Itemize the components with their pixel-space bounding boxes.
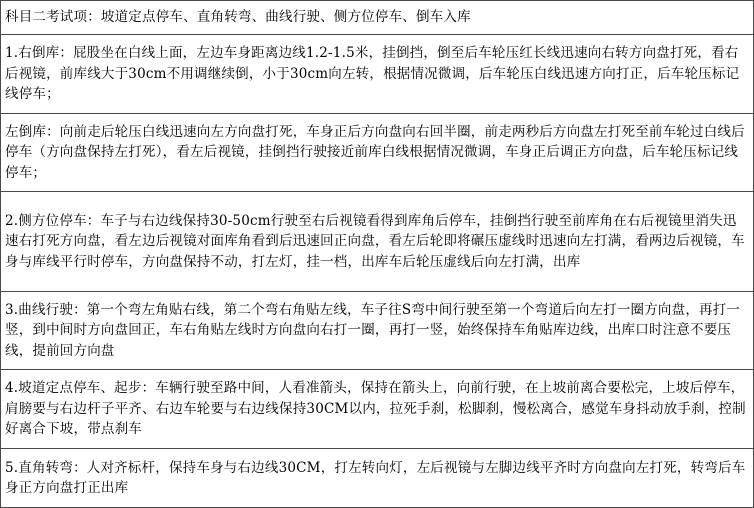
table-row [1, 192, 754, 292]
table-row [1, 35, 754, 114]
table-row [1, 292, 754, 370]
curve-driving-cell: 3.曲线行驶：第一个弯左角贴右线，第二个弯右角贴左线，车子往S弯中间行驶至第一个弯道后向左打一圈方向盘，再打一竖，到中间时方向盘回正，车右角贴左线时方向盘向右打一圈，再打一竖，始终保持车角贴库边线，出库口时注意不要压线，提前回方向盘 [1, 292, 754, 370]
right-angle-turn-cell: 5.直角转弯：人对齐标杆，保持车身与右边线30CM，打左转向灯，左后视镜与左脚边线平齐时方向盘向左打死，转弯后车身正方向盘打正出库 [1, 449, 754, 508]
table-header-cell: 科目二考试项：坡道定点停车、直角转弯、曲线行驶、侧方位停车、倒车入库 [1, 1, 754, 35]
table-row [1, 370, 754, 449]
table-row [1, 1, 754, 35]
left-reverse-parking-cell: 左倒库：向前走后轮压白线迅速向左方向盘打死，车身正后方向盘向右回半圈，前走两秒后方向盘左打死至前车轮过白线后停车（方向盘保持左打死），看左后视镜，挂倒挡行驶接近前库白线根据情况微调，车身正后调正方向盘，后车轮压标记线停车； [1, 114, 754, 192]
right-reverse-parking-cell: 1.右倒库：屁股坐在白线上面，左边车身距离边线1.2-1.5米，挂倒挡，倒至后车轮压红长线迅速向右转方向盘打死，看右后视镜，前库线大于30cm不用调继续倒，小于30cm向左转，根据情况微调，后车轮压白线迅速方向打正，后车轮压标记线停车； [1, 35, 754, 114]
side-parking-cell: 2.侧方位停车：车子与右边线保持30-50cm行驶至右后视镜看得到库角后停车，挂倒挡行驶至前库角在右后视镜里消失迅速右打死方向盘，看左边后视镜对面库角看到后迅速回正向盘，看左后轮即将碾压虚线时迅速向左打满，看两边后视镜，车身与库线平行时停车，方向盘保持不动，打左灯，挂一档，出库车后轮压虚线后向左打满，出库 [1, 192, 754, 292]
hill-start-cell: 4.坡道定点停车、起步：车辆行驶至路中间，人看准箭头，保持在箭头上，向前行驶，在上坡前离合要松完，上坡后停车，肩膀要与右边杆子平齐、右边车轮要与右边线保持30CM以内，拉死手刹，松脚刹，慢松离合，感觉车身抖动放手刹，控制好离合下坡，带点刹车 [1, 370, 754, 449]
table-row [1, 449, 754, 508]
table-row [1, 114, 754, 192]
